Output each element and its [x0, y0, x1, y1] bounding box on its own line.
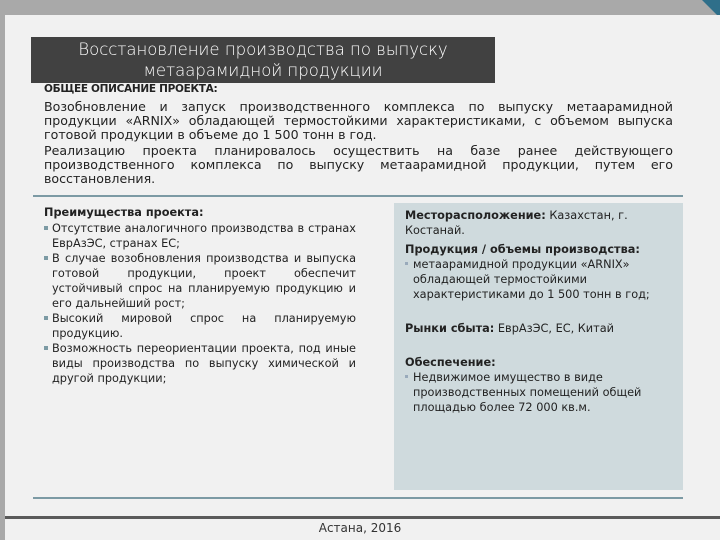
list-item: Недвижимое имущество в виде производственных помещений общей площадью более 72 000 кв.м. — [405, 370, 675, 415]
intro-paragraph: Реализацию проекта планировалось осуществить на базе ранее действующего производственного комплекса по выпуску метаарамидной продукции, путем его восстановления. — [44, 143, 673, 186]
markets-label: Рынки сбыта: — [405, 322, 495, 335]
markets-value: ЕврАзЭС, ЕС, Китай — [497, 322, 614, 335]
footer-divider — [5, 516, 720, 519]
list-item: Отсутствие аналогичного производства в странах ЕврАзЭС, странах ЕС; — [44, 221, 356, 251]
security-label: Обеспечение: — [405, 356, 496, 369]
location-value: Казахстан, г. Костанай. — [405, 209, 628, 237]
list-item: метаарамидной продукции «ARNIX» обладающей термостойкими характеристиками до 1 500 тонн в год; — [405, 257, 675, 302]
divider — [33, 497, 683, 499]
list-item: Высокий мировой спрос на планируемую продукцию. — [44, 311, 356, 341]
advantages-heading: Преимущества проекта: — [44, 206, 204, 219]
intro-text — [44, 100, 673, 188]
advantages-box — [44, 205, 356, 386]
details-content — [405, 208, 675, 415]
section-heading: ОБЩЕЕ ОПИСАНИЕ ПРОЕКТА: — [44, 83, 218, 95]
intro-paragraph: Возобновление и запуск производственного комплекса по выпуску метаарамидной продукции «ARNIX» обладающей термостойкими характеристиками, с объемом выпуска готовой продукции в объеме до 1 500 тонн в год. — [44, 99, 673, 142]
divider — [33, 195, 683, 197]
list-item: Возможность переориентации проекта, под иные виды производства по выпуску химической и другой продукции; — [44, 341, 356, 386]
slide-title: Восстановление производства по выпуску метаарамидной продукции — [31, 37, 495, 83]
footer-text: Астана, 2016 — [318, 521, 402, 535]
location-label: Месторасположение: — [405, 209, 546, 222]
products-label: Продукция / объемы производства: — [405, 243, 640, 256]
list-item: В случае возобновления производства и выпуска готовой продукции, проект обеспечит устойчивый спрос на планируемую продукцию и его дальнейший рост; — [44, 251, 356, 311]
